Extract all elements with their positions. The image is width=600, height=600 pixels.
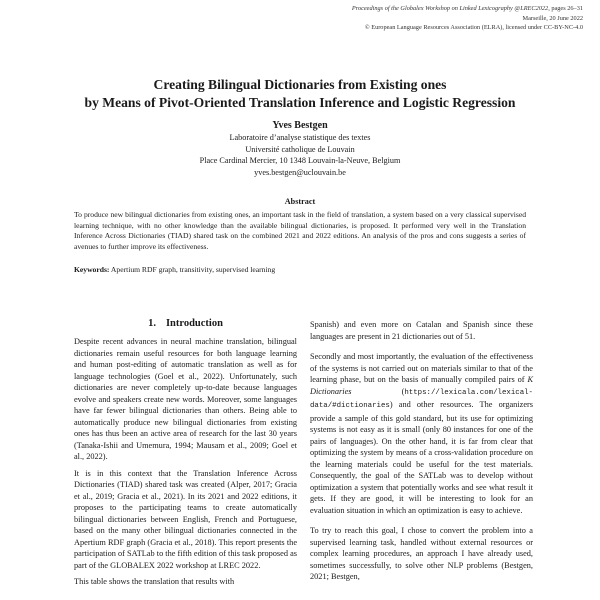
right-paragraph-1: Spanish) and even more on Catalan and Spanish since these languages are present in 21 dictionaries out of 51. (310, 320, 533, 341)
right-p2-text-a: Secondly and most importantly, the evaluation of the effectiveness of the systems is not carried out on materials similar to that of the learning phase, but on the basis of manually compiled pairs of (310, 352, 533, 384)
right-paragraph-3: To try to reach this goal, I chose to convert the problem into a supervised learning task, handled without external resources or complex learning procedures, an approach I have already used, sometimes successfully, to solve other NLP problems (Bestgen, 2021; Bestgen, (310, 526, 533, 581)
right-p2-text-c: ) and other resources. The organizers provide a sample of this gold standard, but its use for optimizing systems is not easy as it is small (only 80 instances for one of the pairs of languages). On the other hand, it is far from clear that optimizing the system by means of a cross-validation procedure on the learning materials could be useful for the test materials. Consequently, the goal of the SATLab was to develop without optimization a system that potentially works and see what result it gets. If they are good, it will be interesting to look for an evaluation situation in which an optimization is easy to achieve. (310, 400, 533, 515)
paper-title (40, 76, 560, 112)
affiliation-address: Place Cardinal Mercier, 10 1348 Louvain-la-Neuve, Belgium (199, 156, 401, 166)
abstract-text: To produce new bilingual dictionaries from existing ones, an important task in the field of translation, a system based on a very classical supervised learning technique, with no other knowledge than the available bilingual dictionaries, is proposed. It performed very well in the Translation Inference Across Dictionaries (TIAD) shared task on the combined 2021 and 2022 editions. An analysis of the pros and cons suggests a series of avenues to further improve its effectiveness. (74, 210, 526, 251)
intro-paragraph-3: This table shows the translation that results with (74, 577, 235, 586)
section-title: Introduction (165, 318, 223, 329)
right-paragraph-2 (310, 351, 533, 516)
right-column (310, 319, 533, 588)
section-heading-introduction (74, 318, 297, 329)
section-number: 1. (148, 318, 156, 329)
k-dictionaries-name: K Dictionaries (310, 375, 533, 396)
abstract-heading: Abstract (284, 197, 316, 206)
keywords (74, 265, 526, 275)
header-location-date: Marseille, 20 June 2022 (522, 14, 583, 22)
title-line-1: Creating Bilingual Dictionaries from Existing ones (153, 77, 447, 92)
affiliation-university: Université catholique de Louvain (245, 144, 355, 154)
header-venue-line (113, 4, 583, 14)
author-email: yves.bestgen@uclouvain.be (254, 167, 346, 177)
left-column (74, 336, 297, 593)
affiliation-lab: Laboratoire d’analyse statistique des textes (229, 133, 371, 142)
title-line-2: by Means of Pivot-Oriented Translation Inference and Logistic Regression (84, 95, 516, 110)
header-venue: Proceedings of the Globalex Workshop on Linked Lexicography @LREC2022 (351, 5, 549, 12)
right-p2-text-b: ( (351, 386, 405, 396)
intro-paragraph-2: It is in this context that the Translation Inference Across Dictionaries (TIAD) shared task was created (Alper, 2017; Gracia et al., 2019; Gracia et al., 2021). In its 2021 and 2022 editions, it proposes to the participating teams to create automatically bilingual dictionaries between English, French and Portuguese, based on the many other bilingual dictionaries connected in the Apertium RDF graph (Gracia et al., 2018). This report presents the participation of SATLab to the fifth edition of this task proposed as part of the GLOBALEX 2022 workshop at LREC 2022. (74, 468, 297, 570)
author-name: Yves Bestgen (272, 120, 328, 131)
header-pages: , pages 26–31 (548, 5, 583, 12)
header-license: © European Language Resources Association (ELRA), licensed under CC-BY-NC-4.0 (364, 24, 583, 32)
author-block (100, 119, 500, 178)
lexicala-url-link[interactable]: https://lexicala.com/lexical-data/#dictionaries (310, 388, 533, 410)
keywords-label: Keywords: (74, 265, 110, 274)
proceedings-header (113, 4, 583, 33)
keywords-text: Apertium RDF graph, transitivity, supervised learning (110, 265, 276, 274)
intro-paragraph-1: Despite recent advances in neural machine translation, bilingual dictionaries remain useful resources for both language learning and human post-editing of automatic translation as well as for language technologies (Goel et al., 2022). Unfortunately, such dictionaries are never completely up-to-date because languages evolve and speakers create new words. Moreover, some languages have far fewer bilingual dictionaries than others. Being able to automatically produce new bilingual dictionaries from existing ones has thus been an active area of research for the last 30 years (Tanaka-Ishii and Umemura, 1994; Mausam et al., 2009; Goel et al., 2022). (74, 337, 297, 461)
